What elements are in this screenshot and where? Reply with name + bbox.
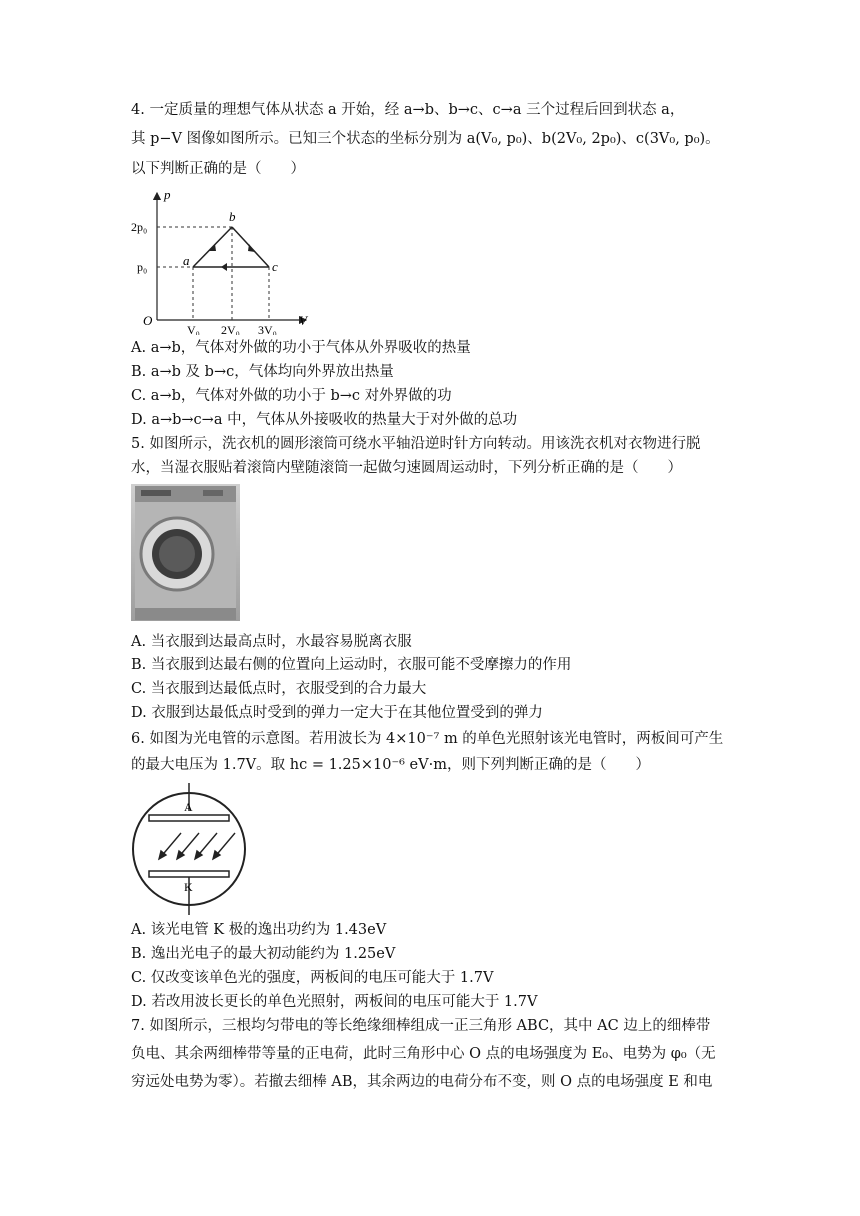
q4-option-b: B. a→b 及 b→c，气体均向外界放出热量 — [131, 364, 394, 380]
q4-option-a: A. a→b，气体对外做的功小于气体从外界吸收的热量 — [131, 340, 471, 356]
point-c-label: c — [272, 259, 278, 274]
point-b-label: b — [229, 209, 236, 224]
axis-v-label: V — [299, 313, 307, 328]
tick-p0: p₀ — [137, 260, 148, 274]
tick-v0: V₀ — [187, 323, 200, 335]
tick-2p0: 2p₀ — [131, 220, 148, 234]
q6-option-c: C. 仅改变该单色光的强度，两板间的电压可能大于 1.7V — [131, 970, 494, 986]
q4-option-d: D. a→b→c→a 中，气体从外接吸收的热量大于对外做的总功 — [131, 412, 518, 428]
washing-machine-icon — [131, 484, 240, 621]
q5-option-b: B. 当衣服到达最右侧的位置向上运动时，衣服可能不受摩擦力的作用 — [131, 657, 572, 673]
origin-label: O — [143, 313, 153, 328]
phototube-diagram — [131, 783, 249, 915]
axis-p-label: p — [164, 187, 171, 202]
q6-stem-line1: 6. 如图为光电管的示意图。若用波长为 4×10⁻⁷ m 的单色光照射该光电管时，两板间可产生 — [131, 731, 724, 747]
q6-option-d: D. 若改用波长更长的单色光照射，两板间的电压可能大于 1.7V — [131, 994, 538, 1010]
q5-option-d: D. 衣服到达最低点时受到的弹力一定大于在其他位置受到的弹力 — [131, 705, 543, 721]
point-a-label: a — [183, 253, 190, 268]
plate-a-label: A — [184, 800, 193, 814]
q6-option-a: A. 该光电管 K 极的逸出功约为 1.43eV — [131, 922, 387, 938]
tick-2v0: 2V₀ — [221, 323, 240, 335]
q4-stem-line1: 4. 一定质量的理想气体从状态 a 开始，经 a→b、b→c、c→a 三个过程后回到状态 a， — [131, 102, 685, 118]
q6-option-b: B. 逸出光电子的最大初动能约为 1.25eV — [131, 946, 396, 962]
q5-option-c: C. 当衣服到达最低点时，衣服受到的合力最大 — [131, 681, 427, 697]
pv-diagram — [131, 185, 316, 335]
q5-stem-line2: 水，当湿衣服贴着滚筒内壁随滚筒一起做匀速圆周运动时，下列分析正确的是（ ） — [131, 460, 682, 476]
q7-stem-line1: 7. 如图所示，三根均匀带电的等长绝缘细棒组成一正三角形 ABC，其中 AC 边上的细棒带 — [131, 1018, 711, 1034]
q7-stem-line2: 负电、其余两细棒带等量的正电荷，此时三角形中心 O 点的电场强度为 E₀、电势为 φ₀（无 — [131, 1046, 716, 1062]
q4-stem-line2: 其 p−V 图像如图所示。已知三个状态的坐标分别为 a(V₀, p₀)、b(2V₀, 2p₀)、c(3V₀, p₀)。 — [131, 131, 720, 147]
q6-stem-line2: 的最大电压为 1.7V。取 hc = 1.25×10⁻⁶ eV·m，则下列判断正确的是（ ） — [131, 757, 650, 773]
tick-3v0: 3V₀ — [258, 323, 277, 335]
q5-stem-line1: 5. 如图所示，洗衣机的圆形滚筒可绕水平轴沿逆时针方向转动。用该洗衣机对衣物进行脱 — [131, 436, 701, 452]
q5-option-a: A. 当衣服到达最高点时，水最容易脱离衣服 — [131, 634, 412, 650]
q4-option-c: C. a→b，气体对外做的功小于 b→c 对外界做的功 — [131, 388, 452, 404]
q4-stem-line3: 以下判断正确的是（ ） — [131, 161, 305, 177]
q7-stem-line3: 穷远处电势为零）。若撤去细棒 AB，其余两边的电荷分布不变，则 O 点的电场强度 E 和电 — [131, 1074, 713, 1090]
washing-machine-photo — [131, 484, 240, 621]
plate-k-label: K — [184, 880, 193, 894]
